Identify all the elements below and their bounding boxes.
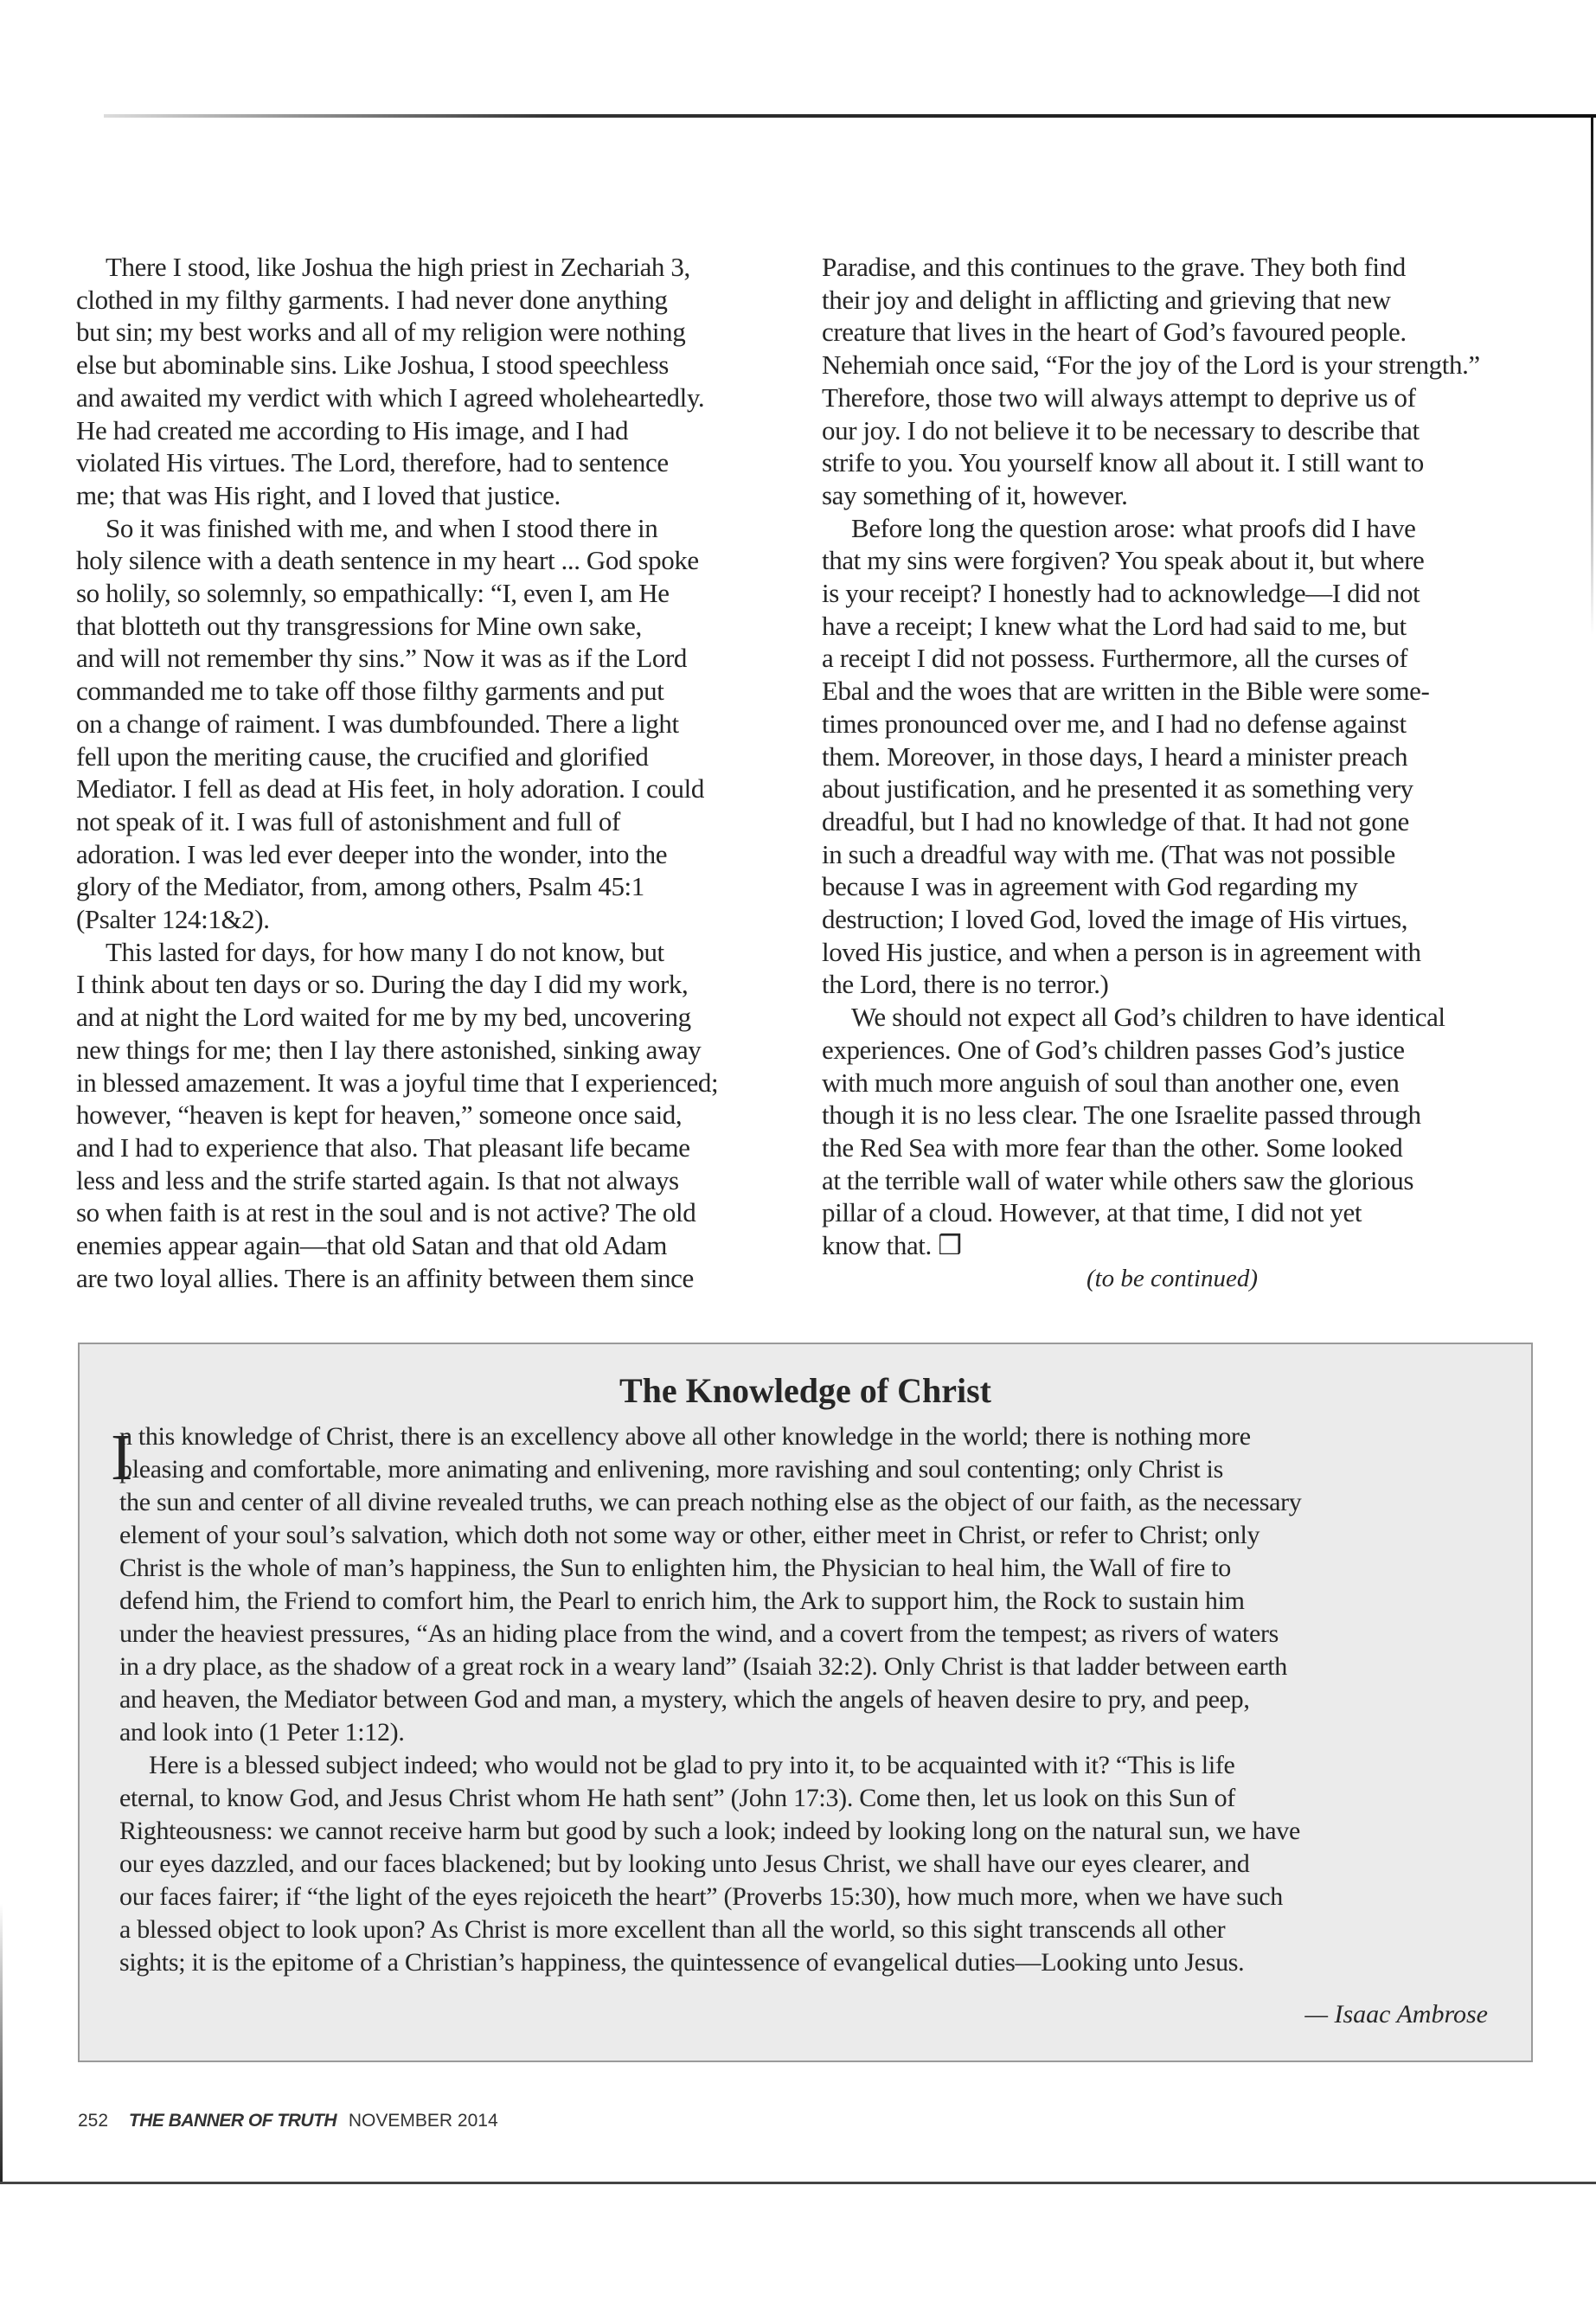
- text-line: Therefore, those two will always attempt to deprive us of: [822, 381, 1416, 413]
- text-line: adoration. I was led ever deeper into the wonder, into the: [76, 838, 668, 869]
- text-line: Mediator. I fell as dead at His feet, in holy adoration. I could: [76, 773, 704, 804]
- text-line: n this knowledge of Christ, there is an excellency above all other knowledge in the world; there is nothing more: [119, 1422, 1251, 1451]
- text-line: less and less and the strife started again. Is that not always: [76, 1164, 679, 1195]
- text-line: pleasing and comfortable, more animating and enlivening, more ravishing and soul contenting; only Christ is: [119, 1455, 1223, 1484]
- text-line: our eyes dazzled, and our faces blackened; but by looking unto Jesus Christ, we shall have our eyes clearer, and: [119, 1849, 1250, 1878]
- text-line: creature that lives in the heart of God’s favoured people.: [822, 317, 1407, 348]
- text-line: their joy and delight in afflicting and grieving that new: [822, 284, 1391, 315]
- text-line: at the terrible wall of water while others saw the glorious: [822, 1164, 1414, 1195]
- text-line: This lasted for days, for how many I do not know, but: [106, 936, 664, 967]
- text-line: in a dry place, as the shadow of a great rock in a weary land” (Isaiah 32:2). Only Christ is that ladder between earth: [119, 1652, 1287, 1681]
- text-line: violated His virtues. The Lord, therefore, had to sentence: [76, 447, 669, 478]
- text-line: loved His justice, and when a person is in agreement with: [822, 936, 1421, 967]
- text-line: Righteousness: we cannot receive harm but good by such a look; indeed by looking long on the natural sun, we have: [119, 1817, 1300, 1845]
- text-line: new things for me; then I lay there astonished, sinking away: [76, 1034, 702, 1065]
- text-line: not speak of it. I was full of astonishment and full of: [76, 805, 620, 836]
- text-line: fell upon the meriting cause, the crucified and glorified: [76, 740, 649, 772]
- sidebar-box-author: — Isaac Ambrose: [1304, 2000, 1488, 2029]
- text-line: holy silence with a death sentence in my heart ... God spoke: [76, 545, 699, 576]
- page-footer: [78, 2111, 498, 2131]
- text-line: Christ is the whole of man’s happiness, the Sun to enlighten him, the Physician to heal him, the Wall of fire to: [119, 1554, 1231, 1582]
- text-line: our faces fairer; if “the light of the eyes rejoiceth the heart” (Proverbs 15:30), how much more, when we have such: [119, 1882, 1283, 1911]
- text-line: though it is no less clear. The one Israelite passed through: [822, 1099, 1421, 1131]
- text-line: element of your soul’s salvation, which doth not some way or other, either meet in Christ, or refer to Christ; only: [119, 1521, 1260, 1549]
- text-line: because I was in agreement with God regarding my: [822, 871, 1358, 902]
- text-line: our joy. I do not believe it to be necessary to describe that: [822, 414, 1420, 445]
- text-line: Here is a blessed subject indeed; who would not be glad to pry into it, to be acquainted with it? “This is life: [149, 1751, 1235, 1779]
- text-line: defend him, the Friend to comfort him, the Pearl to enrich him, the Ark to support him, the Rock to sustain him: [119, 1586, 1245, 1615]
- text-line: that blotteth out thy transgressions for Mine own sake,: [76, 610, 642, 641]
- text-line: them. Moreover, in those days, I heard a minister preach: [822, 740, 1408, 772]
- text-line: dreadful, but I had no knowledge of that. It had not gone: [822, 805, 1409, 836]
- text-line: but sin; my best works and all of my religion were nothing: [76, 317, 686, 348]
- text-line: We should not expect all God’s children to have identical: [851, 1002, 1445, 1033]
- text-line: me; that was His right, and I loved that justice.: [76, 479, 561, 510]
- text-line: the Lord, there is no terror.): [822, 969, 1109, 1000]
- text-line: glory of the Mediator, from, among others, Psalm 45:1: [76, 871, 644, 902]
- text-line: and I had to experience that also. That pleasant life became: [76, 1131, 690, 1163]
- magazine-name: THE BANNER OF TRUTH: [128, 2111, 337, 2131]
- text-line: so holily, so solemnly, so empathically: “I, even I, am He: [76, 578, 670, 608]
- text-line: (Psalter 124:1&2).: [76, 904, 270, 934]
- text-line: experiences. One of God’s children passes God’s justice: [822, 1034, 1405, 1065]
- text-line: is your receipt? I honestly had to acknowledge—I did not: [822, 578, 1420, 608]
- sidebar-box-title: The Knowledge of Christ: [619, 1371, 991, 1410]
- drop-cap: I: [111, 1421, 133, 1494]
- text-line: eternal, to know God, and Jesus Christ whom He hath sent” (John 17:3). Come then, let us look on this Sun of: [119, 1784, 1235, 1812]
- text-line: else but abominable sins. Like Joshua, I stood speechless: [76, 349, 669, 381]
- text-line: Nehemiah once said, “For the joy of the Lord is your strength.”: [822, 349, 1480, 381]
- text-line: enemies appear again—that old Satan and that old Adam: [76, 1230, 667, 1260]
- text-line: with much more anguish of soul than another one, even: [822, 1067, 1400, 1098]
- text-line: have a receipt; I knew what the Lord had said to me, but: [822, 610, 1407, 641]
- text-line: times pronounced over me, and I had no defense against: [822, 708, 1407, 739]
- text-line: pillar of a cloud. However, at that time, I did not yet: [822, 1197, 1362, 1228]
- text-line: say something of it, however.: [822, 479, 1128, 510]
- text-line: and will not remember thy sins.” Now it was as if the Lord: [76, 643, 688, 674]
- bottom-rule: [0, 2182, 1596, 2184]
- page-number: 252: [78, 2111, 109, 2131]
- text-line: and at night the Lord waited for me by my bed, uncovering: [76, 1002, 691, 1033]
- text-line: about justification, and he presented it as something very: [822, 773, 1413, 804]
- text-line: Ebal and the woes that are written in the Bible were some-: [822, 676, 1430, 707]
- text-line: commanded me to take off those filthy garments and put: [76, 676, 664, 707]
- sidebar-box: [78, 1343, 1533, 2062]
- text-line: in such a dreadful way with me. (That was not possible: [822, 838, 1395, 869]
- text-line: strife to you. You yourself know all about it. I still want to: [822, 447, 1424, 478]
- text-line: are two loyal allies. There is an affinity between them since: [76, 1262, 694, 1293]
- text-line: the sun and center of all divine revealed truths, we can preach nothing else as the object of our faith, as the necessary: [119, 1488, 1302, 1516]
- to-be-continued-note: (to be continued): [1086, 1265, 1259, 1292]
- text-line: and look into (1 Peter 1:12).: [119, 1718, 405, 1747]
- text-line: so when faith is at rest in the soul and is not active? The old: [76, 1197, 696, 1228]
- left-edge-rule: [0, 1903, 3, 2183]
- issue-date: NOVEMBER 2014: [348, 2111, 498, 2131]
- text-line: Before long the question arose: what proofs did I have: [851, 512, 1416, 543]
- text-line: a receipt I did not possess. Furthermore, all the curses of: [822, 643, 1408, 674]
- text-line: and awaited my verdict with which I agreed wholeheartedly.: [76, 381, 705, 413]
- text-line: under the heaviest pressures, “As an hiding place from the wind, and a covert from the tempest; as rivers of waters: [119, 1619, 1279, 1648]
- text-line: however, “heaven is kept for heaven,” someone once said,: [76, 1099, 683, 1131]
- text-line: that my sins were forgiven? You speak about it, but where: [822, 545, 1425, 576]
- text-line: a blessed object to look upon? As Christ is more excellent than all the world, so this sight transcends all other: [119, 1915, 1226, 1944]
- right-edge-rule: [1591, 116, 1593, 635]
- text-line: destruction; I loved God, loved the image of His virtues,: [822, 904, 1408, 934]
- text-line: I think about ten days or so. During the day I did my work,: [76, 969, 689, 1000]
- text-line: Paradise, and this continues to the grave. They both find: [822, 252, 1406, 282]
- text-line: He had created me according to His image, and I had: [76, 414, 629, 445]
- text-line: on a change of raiment. I was dumbfounded. There a light: [76, 708, 679, 739]
- text-line: in blessed amazement. It was a joyful time that I experienced;: [76, 1067, 719, 1098]
- text-line: There I stood, like Joshua the high priest in Zechariah 3,: [106, 252, 690, 282]
- text-line: and heaven, the Mediator between God and man, a mystery, which the angels of heaven desire to pry, and peep,: [119, 1685, 1250, 1714]
- top-rule: [104, 114, 1596, 118]
- text-line: know that. ❒: [822, 1230, 962, 1260]
- text-line: the Red Sea with more fear than the other. Some looked: [822, 1131, 1403, 1163]
- text-line: clothed in my filthy garments. I had never done anything: [76, 284, 668, 315]
- text-line: So it was finished with me, and when I stood there in: [106, 512, 658, 543]
- text-line: sights; it is the epitome of a Christian’s happiness, the quintessence of evangelical duties—Looking unto Jesus.: [119, 1948, 1245, 1977]
